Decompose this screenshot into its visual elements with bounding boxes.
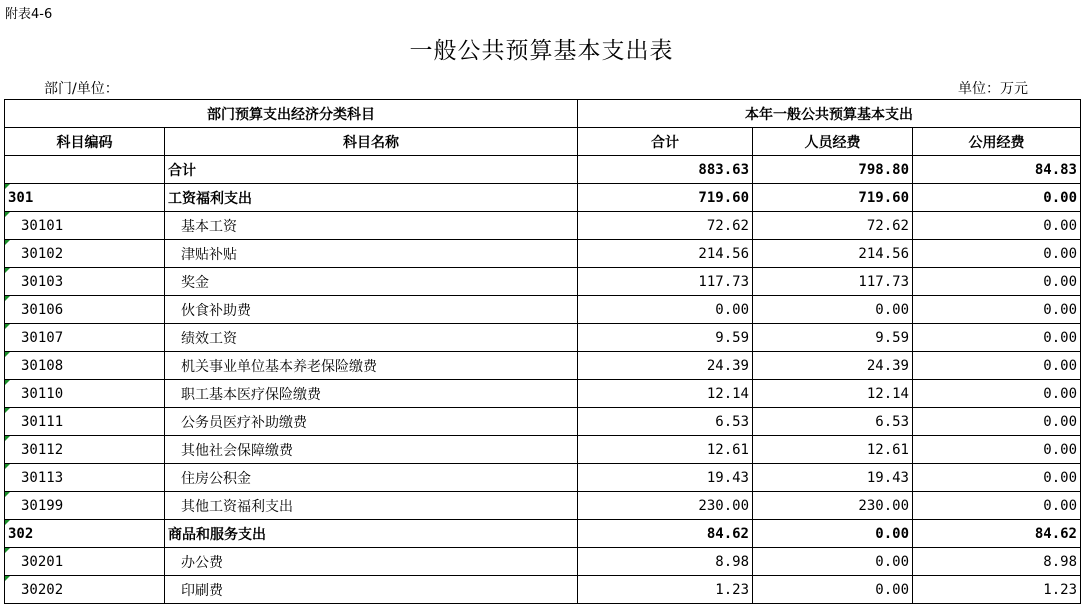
cell-name[interactable] bbox=[165, 296, 578, 324]
cell-personnel-text: 19.43 bbox=[866, 469, 909, 486]
cell-personnel[interactable] bbox=[753, 436, 913, 464]
cell-total-text: 72.62 bbox=[706, 217, 749, 234]
cell-code-text: 302 bbox=[8, 525, 34, 542]
cell-code-text: 30199 bbox=[21, 497, 64, 514]
table-row bbox=[5, 324, 1081, 352]
cell-total-text: 719.60 bbox=[698, 189, 749, 206]
cell-name-text: 公务员医疗补助缴费 bbox=[181, 414, 307, 431]
cell-public[interactable] bbox=[913, 492, 1081, 520]
cell-total[interactable] bbox=[578, 324, 753, 352]
cell-code[interactable] bbox=[5, 464, 165, 492]
cell-comment-marker bbox=[5, 184, 10, 189]
table-row bbox=[5, 520, 1081, 548]
cell-comment-marker bbox=[5, 324, 10, 329]
cell-total-text: 19.43 bbox=[706, 469, 749, 486]
cell-comment-marker bbox=[5, 436, 10, 441]
cell-public-text: 84.83 bbox=[1034, 161, 1077, 178]
cell-personnel[interactable] bbox=[753, 576, 913, 604]
cell-personnel-text: 9.59 bbox=[875, 329, 909, 346]
cell-total[interactable] bbox=[578, 436, 753, 464]
cell-total[interactable] bbox=[578, 352, 753, 380]
cell-personnel[interactable] bbox=[753, 212, 913, 240]
cell-name[interactable] bbox=[165, 156, 578, 184]
table-row bbox=[5, 268, 1081, 296]
cell-public[interactable] bbox=[913, 380, 1081, 408]
cell-public-text: 8.98 bbox=[1043, 553, 1077, 570]
cell-name-text: 合计 bbox=[168, 162, 196, 179]
col-header-code[interactable]: 科目编码 bbox=[5, 128, 165, 156]
cell-public-text: 0.00 bbox=[1043, 497, 1077, 514]
cell-total[interactable] bbox=[578, 156, 753, 184]
cell-public[interactable] bbox=[913, 212, 1081, 240]
cell-personnel[interactable] bbox=[753, 352, 913, 380]
cell-total-text: 214.56 bbox=[698, 245, 749, 262]
cell-code-text: 30202 bbox=[21, 581, 64, 598]
cell-code-text: 30101 bbox=[21, 217, 64, 234]
cell-code[interactable] bbox=[5, 380, 165, 408]
cell-personnel-text: 24.39 bbox=[866, 357, 909, 374]
table-row bbox=[5, 380, 1081, 408]
cell-public-text: 0.00 bbox=[1043, 245, 1077, 262]
cell-personnel[interactable] bbox=[753, 464, 913, 492]
cell-public[interactable] bbox=[913, 184, 1081, 212]
cell-code-text: 30103 bbox=[21, 273, 64, 290]
cell-code[interactable] bbox=[5, 576, 165, 604]
table-row bbox=[5, 464, 1081, 492]
cell-total-text: 84.62 bbox=[706, 525, 749, 542]
cell-public-text: 0.00 bbox=[1043, 217, 1077, 234]
cell-code[interactable] bbox=[5, 548, 165, 576]
cell-personnel[interactable] bbox=[753, 408, 913, 436]
cell-code-text: 30111 bbox=[21, 413, 64, 430]
cell-code-text: 30112 bbox=[21, 441, 64, 458]
cell-public[interactable] bbox=[913, 240, 1081, 268]
cell-public[interactable] bbox=[913, 296, 1081, 324]
cell-total[interactable] bbox=[578, 380, 753, 408]
table-row bbox=[5, 212, 1081, 240]
cell-total-text: 6.53 bbox=[715, 413, 749, 430]
cell-personnel-text: 230.00 bbox=[858, 497, 909, 514]
table-row bbox=[5, 296, 1081, 324]
cell-comment-marker bbox=[5, 380, 10, 385]
cell-total-text: 12.61 bbox=[706, 441, 749, 458]
cell-personnel[interactable] bbox=[753, 520, 913, 548]
col-header-total[interactable]: 合计 bbox=[578, 128, 753, 156]
cell-public[interactable] bbox=[913, 576, 1081, 604]
group-header-row bbox=[5, 100, 1081, 128]
cell-name[interactable] bbox=[165, 548, 578, 576]
cell-public-text: 0.00 bbox=[1043, 413, 1077, 430]
table-row bbox=[5, 436, 1081, 464]
cell-code[interactable] bbox=[5, 520, 165, 548]
cell-personnel-text: 72.62 bbox=[866, 217, 909, 234]
cell-personnel-text: 117.73 bbox=[858, 273, 909, 290]
cell-name-text: 奖金 bbox=[181, 274, 209, 291]
cell-total-text: 1.23 bbox=[715, 581, 749, 598]
cell-total[interactable] bbox=[578, 576, 753, 604]
cell-name-text: 住房公积金 bbox=[181, 470, 251, 487]
table-row bbox=[5, 240, 1081, 268]
cell-public-text: 84.62 bbox=[1034, 525, 1077, 542]
cell-comment-marker bbox=[5, 240, 10, 245]
cell-personnel[interactable] bbox=[753, 184, 913, 212]
table-row bbox=[5, 408, 1081, 436]
cell-comment-marker bbox=[5, 548, 10, 553]
cell-public[interactable] bbox=[913, 436, 1081, 464]
cell-name-text: 工资福利支出 bbox=[168, 190, 252, 207]
cell-comment-marker bbox=[5, 464, 10, 469]
cell-name[interactable] bbox=[165, 408, 578, 436]
cell-personnel[interactable] bbox=[753, 156, 913, 184]
cell-comment-marker bbox=[5, 576, 10, 581]
cell-name[interactable] bbox=[165, 240, 578, 268]
cell-total-text: 24.39 bbox=[706, 357, 749, 374]
cell-personnel[interactable] bbox=[753, 268, 913, 296]
cell-name-text: 其他工资福利支出 bbox=[181, 498, 293, 515]
cell-public[interactable] bbox=[913, 464, 1081, 492]
cell-code[interactable] bbox=[5, 408, 165, 436]
cell-name-text: 机关事业单位基本养老保险缴费 bbox=[181, 358, 377, 375]
cell-name[interactable] bbox=[165, 492, 578, 520]
cell-code[interactable] bbox=[5, 156, 165, 184]
cell-public-text: 0.00 bbox=[1043, 301, 1077, 318]
cell-total-text: 117.73 bbox=[698, 273, 749, 290]
cell-personnel[interactable] bbox=[753, 380, 913, 408]
cell-comment-marker bbox=[5, 268, 10, 273]
cell-public-text: 0.00 bbox=[1043, 357, 1077, 374]
cell-name-text: 办公费 bbox=[181, 554, 223, 571]
table-row bbox=[5, 548, 1081, 576]
cell-code-text: 30110 bbox=[21, 385, 64, 402]
cell-name-text: 基本工资 bbox=[181, 218, 237, 235]
cell-name[interactable] bbox=[165, 268, 578, 296]
cell-total[interactable] bbox=[578, 212, 753, 240]
cell-total-text: 230.00 bbox=[698, 497, 749, 514]
cell-public[interactable] bbox=[913, 268, 1081, 296]
cell-code[interactable] bbox=[5, 436, 165, 464]
cell-total[interactable] bbox=[578, 464, 753, 492]
cell-name[interactable] bbox=[165, 380, 578, 408]
cell-personnel-text: 0.00 bbox=[875, 553, 909, 570]
cell-comment-marker bbox=[5, 352, 10, 357]
table-row bbox=[5, 156, 1081, 184]
cell-name-text: 津贴补贴 bbox=[181, 246, 237, 263]
cell-public-text: 0.00 bbox=[1043, 189, 1077, 206]
cell-personnel-text: 0.00 bbox=[875, 581, 909, 598]
cell-personnel-text: 0.00 bbox=[875, 525, 909, 542]
cell-public[interactable] bbox=[913, 520, 1081, 548]
cell-personnel-text: 719.60 bbox=[858, 189, 909, 206]
cell-public[interactable] bbox=[913, 548, 1081, 576]
cell-comment-marker bbox=[5, 408, 10, 413]
cell-total-text: 12.14 bbox=[706, 385, 749, 402]
cell-total[interactable] bbox=[578, 408, 753, 436]
cell-public-text: 1.23 bbox=[1043, 581, 1077, 598]
col-header-name[interactable]: 科目名称 bbox=[165, 128, 578, 156]
group-header-right[interactable]: 本年一般公共预算基本支出 bbox=[578, 100, 1081, 128]
department-label: 部门/单位： bbox=[44, 81, 119, 97]
cell-code[interactable] bbox=[5, 212, 165, 240]
cell-public-text: 0.00 bbox=[1043, 273, 1077, 290]
cell-public-text: 0.00 bbox=[1043, 441, 1077, 458]
cell-code-text: 30113 bbox=[21, 469, 64, 486]
table-row bbox=[5, 184, 1081, 212]
col-header-personnel[interactable]: 人员经费 bbox=[753, 128, 913, 156]
table-row bbox=[5, 352, 1081, 380]
cell-total-text: 0.00 bbox=[715, 301, 749, 318]
cell-code[interactable] bbox=[5, 324, 165, 352]
cell-name[interactable] bbox=[165, 212, 578, 240]
cell-code-text: 301 bbox=[8, 189, 34, 206]
cell-personnel[interactable] bbox=[753, 492, 913, 520]
cell-personnel-text: 12.61 bbox=[866, 441, 909, 458]
cell-name-text: 印刷费 bbox=[181, 582, 223, 599]
cell-name-text: 商品和服务支出 bbox=[168, 526, 266, 543]
cell-name-text: 绩效工资 bbox=[181, 330, 237, 347]
cell-public[interactable] bbox=[913, 408, 1081, 436]
cell-comment-marker bbox=[5, 212, 10, 217]
cell-total[interactable] bbox=[578, 520, 753, 548]
cell-personnel-text: 6.53 bbox=[875, 413, 909, 430]
group-header-left[interactable]: 部门预算支出经济分类科目 bbox=[5, 100, 578, 128]
cell-total-text: 9.59 bbox=[715, 329, 749, 346]
cell-total[interactable] bbox=[578, 548, 753, 576]
cell-personnel-text: 214.56 bbox=[858, 245, 909, 262]
cell-code[interactable] bbox=[5, 352, 165, 380]
cell-personnel[interactable] bbox=[753, 240, 913, 268]
table-row bbox=[5, 492, 1081, 520]
cell-total[interactable] bbox=[578, 184, 753, 212]
cell-personnel-text: 798.80 bbox=[858, 161, 909, 178]
cell-name-text: 其他社会保障缴费 bbox=[181, 442, 293, 459]
cell-comment-marker bbox=[5, 520, 10, 525]
cell-comment-marker bbox=[5, 492, 10, 497]
cell-code-text: 30201 bbox=[21, 553, 64, 570]
cell-total-text: 8.98 bbox=[715, 553, 749, 570]
cell-public[interactable] bbox=[913, 352, 1081, 380]
column-header-row bbox=[5, 128, 1081, 156]
cell-name-text: 伙食补助费 bbox=[181, 302, 251, 319]
unit-label: 单位：万元 bbox=[958, 81, 1028, 97]
col-header-public[interactable]: 公用经费 bbox=[913, 128, 1081, 156]
cell-name[interactable] bbox=[165, 464, 578, 492]
cell-name[interactable] bbox=[165, 324, 578, 352]
cell-public-text: 0.00 bbox=[1043, 385, 1077, 402]
cell-code[interactable] bbox=[5, 492, 165, 520]
cell-name[interactable] bbox=[165, 520, 578, 548]
cell-total[interactable] bbox=[578, 240, 753, 268]
page-title: 一般公共预算基本支出表 bbox=[409, 38, 674, 64]
cell-code[interactable] bbox=[5, 240, 165, 268]
cell-code-text: 30106 bbox=[21, 301, 64, 318]
table-row bbox=[5, 576, 1081, 604]
cell-personnel[interactable] bbox=[753, 296, 913, 324]
cell-total[interactable] bbox=[578, 296, 753, 324]
cell-name[interactable] bbox=[165, 352, 578, 380]
cell-total[interactable] bbox=[578, 268, 753, 296]
cell-public[interactable] bbox=[913, 156, 1081, 184]
appendix-label: 附表4-6 bbox=[5, 7, 53, 22]
cell-name[interactable] bbox=[165, 576, 578, 604]
expenditure-table bbox=[4, 99, 1081, 604]
cell-code-text: 30107 bbox=[21, 329, 64, 346]
cell-personnel-text: 12.14 bbox=[866, 385, 909, 402]
cell-personnel[interactable] bbox=[753, 324, 913, 352]
cell-total[interactable] bbox=[578, 492, 753, 520]
cell-code-text: 30102 bbox=[21, 245, 64, 262]
cell-total-text: 883.63 bbox=[698, 161, 749, 178]
cell-code[interactable] bbox=[5, 268, 165, 296]
cell-code-text: 30108 bbox=[21, 357, 64, 374]
cell-public-text: 0.00 bbox=[1043, 469, 1077, 486]
cell-code[interactable] bbox=[5, 296, 165, 324]
cell-name-text: 职工基本医疗保险缴费 bbox=[181, 386, 321, 403]
cell-name[interactable] bbox=[165, 436, 578, 464]
cell-comment-marker bbox=[5, 296, 10, 301]
cell-public-text: 0.00 bbox=[1043, 329, 1077, 346]
cell-personnel[interactable] bbox=[753, 548, 913, 576]
cell-public[interactable] bbox=[913, 324, 1081, 352]
cell-name[interactable] bbox=[165, 184, 578, 212]
cell-code[interactable] bbox=[5, 184, 165, 212]
cell-personnel-text: 0.00 bbox=[875, 301, 909, 318]
